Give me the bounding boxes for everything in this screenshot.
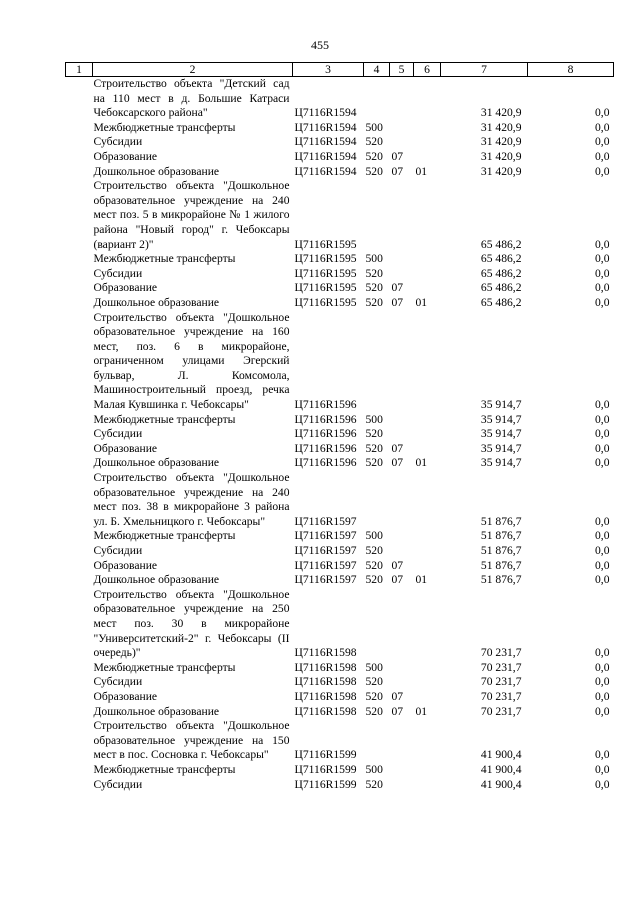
row-amount: 35 914,7	[480, 398, 522, 412]
row-name: Межбюджетные трансферты	[93, 120, 236, 134]
row-amount: 51 876,7	[480, 514, 522, 528]
row-col-8: 0,0	[595, 295, 610, 309]
row-code: Ц7116R1599	[294, 777, 357, 791]
row-amount: 31 420,9	[480, 106, 522, 120]
row-col-5: 07	[391, 456, 404, 470]
row-col-5	[390, 471, 414, 529]
row-col-1	[66, 719, 93, 763]
table-row	[66, 690, 614, 705]
row-col-4: 520	[365, 558, 383, 572]
row-amount: 41 900,4	[480, 762, 522, 776]
table-row	[66, 150, 614, 165]
table-row	[66, 135, 614, 150]
row-name: Дошкольное образование	[93, 164, 220, 178]
row-name: Субсидии	[93, 266, 143, 280]
row-col-1	[66, 267, 93, 282]
row-col-1	[66, 529, 93, 544]
row-amount: 35 914,7	[480, 427, 522, 441]
row-col-8: 0,0	[595, 646, 610, 660]
row-col-8: 0,0	[595, 120, 610, 134]
row-col-4: 500	[365, 529, 383, 543]
row-col-1	[66, 661, 93, 676]
table-row	[66, 165, 614, 180]
row-col-8: 0,0	[595, 777, 610, 791]
row-col-6	[414, 675, 441, 690]
row-col-6	[414, 544, 441, 559]
row-col-5: 07	[391, 441, 404, 455]
row-name: Образование	[93, 149, 158, 163]
row-col-4	[364, 471, 390, 529]
row-col-1	[66, 763, 93, 778]
row-amount: 70 231,7	[480, 675, 522, 689]
row-col-4: 520	[365, 689, 383, 703]
row-col-5	[390, 267, 414, 282]
table-body	[66, 77, 614, 793]
row-col-5	[390, 121, 414, 136]
row-col-4	[364, 588, 390, 661]
row-col-4	[364, 311, 390, 413]
row-amount: 70 231,7	[480, 689, 522, 703]
row-code: Ц7116R1597	[294, 529, 357, 543]
row-col-4: 520	[365, 675, 383, 689]
row-col-6	[414, 150, 441, 165]
table-row	[66, 719, 614, 763]
row-col-5: 07	[391, 149, 404, 163]
row-col-8: 0,0	[595, 398, 610, 412]
row-col-1	[66, 442, 93, 457]
row-amount: 35 914,7	[480, 456, 522, 470]
row-name: Строительство объекта "Дошкольное образовательное учреждение на 240 мест поз. 5 в микрорайоне № 1 жилого района "Новый город" г. Чебоксары (вариант 2)"	[93, 179, 290, 251]
table-row	[66, 471, 614, 529]
header-col-1: 1	[66, 63, 93, 77]
row-col-1	[66, 281, 93, 296]
row-col-6	[414, 661, 441, 676]
row-name: Строительство объекта "Детский сад на 110 мест в д. Большие Катраси Чебоксарского района"	[93, 77, 290, 120]
row-col-4: 500	[365, 412, 383, 426]
row-col-1	[66, 296, 93, 311]
table-row	[66, 778, 614, 793]
row-col-5	[390, 427, 414, 442]
row-col-1	[66, 150, 93, 165]
row-amount: 51 876,7	[480, 544, 522, 557]
row-name: Образование	[93, 441, 158, 455]
row-amount: 35 914,7	[480, 412, 522, 426]
row-amount: 51 876,7	[480, 558, 522, 572]
row-code: Ц7116R1595	[294, 281, 357, 295]
row-col-6	[414, 719, 441, 763]
table-row	[66, 77, 614, 121]
header-col-8: 8	[528, 63, 614, 77]
row-col-5: 07	[391, 704, 404, 718]
row-col-6	[414, 413, 441, 428]
row-col-1	[66, 705, 93, 720]
row-col-4: 520	[365, 135, 383, 149]
row-col-4: 500	[365, 762, 383, 776]
row-col-1	[66, 588, 93, 661]
row-name: Межбюджетные трансферты	[93, 252, 236, 266]
table-row	[66, 675, 614, 690]
row-col-4: 520	[365, 704, 383, 718]
table-header	[66, 63, 614, 77]
table-row	[66, 267, 614, 282]
row-col-8: 0,0	[595, 427, 610, 441]
row-name: Дошкольное образование	[93, 295, 220, 309]
row-name: Субсидии	[93, 777, 143, 791]
row-col-6	[414, 267, 441, 282]
row-name: Субсидии	[93, 544, 143, 557]
row-code: Ц7116R1598	[294, 646, 357, 660]
row-col-5: 07	[391, 164, 404, 178]
row-amount: 65 486,2	[480, 295, 522, 309]
row-col-5	[390, 311, 414, 413]
row-col-8: 0,0	[595, 266, 610, 280]
row-amount: 65 486,2	[480, 266, 522, 280]
row-amount: 70 231,7	[480, 660, 522, 674]
row-amount: 31 420,9	[480, 120, 522, 134]
row-col-6	[414, 763, 441, 778]
header-col-5: 5	[390, 63, 414, 77]
row-col-1	[66, 413, 93, 428]
row-col-4: 520	[365, 544, 383, 557]
row-col-4	[364, 77, 390, 121]
row-col-5	[390, 675, 414, 690]
row-code: Ц7116R1594	[294, 149, 357, 163]
table-row	[66, 121, 614, 136]
row-col-1	[66, 179, 93, 252]
row-code: Ц7116R1597	[294, 544, 357, 557]
row-col-8: 0,0	[595, 106, 610, 120]
row-name: Субсидии	[93, 427, 143, 441]
header-col-4: 4	[364, 63, 390, 77]
row-name: Образование	[93, 689, 158, 703]
row-col-5	[390, 77, 414, 121]
row-col-4: 520	[365, 573, 383, 587]
row-amount: 70 231,7	[480, 646, 522, 660]
row-col-6: 01	[415, 164, 428, 178]
row-amount: 41 900,4	[480, 777, 522, 791]
table-row	[66, 661, 614, 676]
row-col-8: 0,0	[595, 704, 610, 718]
row-col-6	[414, 179, 441, 252]
row-name: Образование	[93, 281, 158, 295]
row-col-1	[66, 311, 93, 413]
row-col-8: 0,0	[595, 412, 610, 426]
row-col-6	[414, 427, 441, 442]
row-col-5	[390, 719, 414, 763]
table-row	[66, 252, 614, 267]
row-col-1	[66, 456, 93, 471]
row-col-5	[390, 529, 414, 544]
row-col-8: 0,0	[595, 441, 610, 455]
row-col-1	[66, 559, 93, 574]
row-code: Ц7116R1594	[294, 106, 357, 120]
row-name: Строительство объекта "Дошкольное образовательное учреждение на 240 мест поз. 38 в микрорайоне 3 района ул. Б. Хмельницкого г. Чебоксары"	[93, 471, 290, 528]
row-col-4: 520	[365, 266, 383, 280]
row-name: Образование	[93, 558, 158, 572]
row-code: Ц7116R1595	[294, 295, 357, 309]
row-amount: 65 486,2	[480, 237, 522, 251]
row-code: Ц7116R1595	[294, 237, 357, 251]
row-code: Ц7116R1598	[294, 689, 357, 703]
row-col-8: 0,0	[595, 149, 610, 163]
row-col-5: 07	[391, 573, 404, 587]
row-col-6	[414, 252, 441, 267]
table-row	[66, 529, 614, 544]
row-name: Субсидии	[93, 675, 143, 689]
row-amount: 41 900,4	[480, 748, 522, 762]
row-col-1	[66, 165, 93, 180]
row-col-6	[414, 529, 441, 544]
row-amount: 31 420,9	[480, 149, 522, 163]
row-col-1	[66, 690, 93, 705]
row-col-1	[66, 675, 93, 690]
row-col-8: 0,0	[595, 164, 610, 178]
table-row	[66, 559, 614, 574]
row-name: Межбюджетные трансферты	[93, 660, 236, 674]
row-col-4	[364, 719, 390, 763]
row-name: Межбюджетные трансферты	[93, 412, 236, 426]
row-col-8: 0,0	[595, 675, 610, 689]
row-col-5	[390, 778, 414, 793]
table-row	[66, 588, 614, 661]
row-col-6: 01	[415, 704, 428, 718]
table-row	[66, 296, 614, 311]
header-col-3: 3	[293, 63, 364, 77]
header-row	[66, 63, 614, 77]
row-code: Ц7116R1596	[294, 412, 357, 426]
row-col-5	[390, 135, 414, 150]
row-code: Ц7116R1598	[294, 704, 357, 718]
header-col-7: 7	[441, 63, 528, 77]
row-col-4: 520	[365, 777, 383, 791]
row-col-5	[390, 588, 414, 661]
row-col-8: 0,0	[595, 544, 610, 557]
row-col-4: 520	[365, 281, 383, 295]
row-code: Ц7116R1595	[294, 252, 357, 266]
row-amount: 65 486,2	[480, 281, 522, 295]
row-name: Субсидии	[93, 135, 143, 149]
row-name: Дошкольное образование	[93, 573, 220, 587]
row-col-6	[414, 77, 441, 121]
row-code: Ц7116R1596	[294, 456, 357, 470]
row-code: Ц7116R1597	[294, 573, 357, 587]
row-col-6: 01	[415, 573, 428, 587]
row-amount: 31 420,9	[480, 135, 522, 149]
table-row	[66, 456, 614, 471]
row-col-5	[390, 179, 414, 252]
row-col-8: 0,0	[595, 558, 610, 572]
row-col-8: 0,0	[595, 281, 610, 295]
row-col-8: 0,0	[595, 135, 610, 149]
row-col-6	[414, 121, 441, 136]
row-code: Ц7116R1596	[294, 427, 357, 441]
row-amount: 70 231,7	[480, 704, 522, 718]
budget-table	[65, 62, 614, 792]
row-col-4	[364, 179, 390, 252]
table-row	[66, 763, 614, 778]
row-col-5: 07	[391, 558, 404, 572]
row-col-4: 500	[365, 252, 383, 266]
row-col-5	[390, 544, 414, 559]
row-col-8: 0,0	[595, 237, 610, 251]
table-row	[66, 427, 614, 442]
row-col-5	[390, 252, 414, 267]
row-col-4: 500	[365, 120, 383, 134]
row-amount: 35 914,7	[480, 441, 522, 455]
row-col-4: 520	[365, 149, 383, 163]
table-row	[66, 413, 614, 428]
row-name: Строительство объекта "Дошкольное образовательное учреждение на 150 мест в пос. Сосновка г. Чебоксары"	[93, 719, 290, 762]
row-name: Межбюджетные трансферты	[93, 762, 236, 776]
row-code: Ц7116R1594	[294, 135, 357, 149]
row-code: Ц7116R1594	[294, 120, 357, 134]
row-col-1	[66, 544, 93, 559]
row-code: Ц7116R1597	[294, 514, 357, 528]
table-row	[66, 442, 614, 457]
row-amount: 51 876,7	[480, 573, 522, 587]
row-code: Ц7116R1596	[294, 398, 357, 412]
row-col-1	[66, 573, 93, 588]
row-col-6	[414, 311, 441, 413]
row-col-4: 520	[365, 441, 383, 455]
row-col-1	[66, 252, 93, 267]
row-col-5	[390, 661, 414, 676]
row-col-8: 0,0	[595, 762, 610, 776]
row-col-8: 0,0	[595, 514, 610, 528]
row-col-4: 520	[365, 164, 383, 178]
header-col-2: 2	[93, 63, 293, 77]
table-row	[66, 573, 614, 588]
row-name: Дошкольное образование	[93, 704, 220, 718]
row-col-6	[414, 559, 441, 574]
row-col-6	[414, 471, 441, 529]
row-col-8: 0,0	[595, 456, 610, 470]
row-col-6: 01	[415, 456, 428, 470]
row-name: Строительство объекта "Дошкольное образовательное учреждение на 250 мест поз. 30 в микрорайоне "Университетский-2" г. Чебоксары (II очередь)"	[93, 587, 290, 660]
header-col-6: 6	[414, 63, 441, 77]
row-col-4: 520	[365, 427, 383, 441]
row-amount: 65 486,2	[480, 252, 522, 266]
row-col-5: 07	[391, 295, 404, 309]
row-name: Строительство объекта "Дошкольное образовательное учреждение на 160 мест, поз. 6 в микрорайоне, ограниченном улицами Эгерский бульвар, Л. Комсомола, Машиностроительный проезд, речка Малая Кувшинка г. Чебоксары"	[93, 310, 290, 412]
row-code: Ц7116R1599	[294, 762, 357, 776]
row-col-1	[66, 121, 93, 136]
row-col-5	[390, 413, 414, 428]
row-code: Ц7116R1594	[294, 164, 357, 178]
row-col-8: 0,0	[595, 689, 610, 703]
row-col-8: 0,0	[595, 252, 610, 266]
row-col-4: 520	[365, 456, 383, 470]
table-row	[66, 705, 614, 720]
row-col-8: 0,0	[595, 748, 610, 762]
row-name: Межбюджетные трансферты	[93, 529, 236, 543]
row-amount: 31 420,9	[480, 164, 522, 178]
row-code: Ц7116R1598	[294, 675, 357, 689]
row-col-6	[414, 281, 441, 296]
row-col-6	[414, 588, 441, 661]
row-name: Дошкольное образование	[93, 456, 220, 470]
row-code: Ц7116R1596	[294, 441, 357, 455]
row-amount: 51 876,7	[480, 529, 522, 543]
row-code: Ц7116R1597	[294, 558, 357, 572]
row-col-6	[414, 135, 441, 150]
row-col-1	[66, 471, 93, 529]
row-col-6	[414, 442, 441, 457]
table-row	[66, 311, 614, 413]
row-col-4: 520	[365, 295, 383, 309]
row-col-6	[414, 690, 441, 705]
row-code: Ц7116R1599	[294, 748, 357, 762]
row-col-6	[414, 778, 441, 793]
row-col-8: 0,0	[595, 529, 610, 543]
row-col-6: 01	[415, 295, 428, 309]
row-col-5: 07	[391, 281, 404, 295]
row-col-5: 07	[391, 689, 404, 703]
row-col-5	[390, 763, 414, 778]
row-col-1	[66, 427, 93, 442]
row-code: Ц7116R1598	[294, 660, 357, 674]
row-code: Ц7116R1595	[294, 266, 357, 280]
table-row	[66, 281, 614, 296]
table-row	[66, 179, 614, 252]
page-number: 455	[311, 38, 329, 52]
row-col-1	[66, 77, 93, 121]
table-row	[66, 544, 614, 559]
row-col-1	[66, 135, 93, 150]
row-col-1	[66, 778, 93, 793]
row-col-8: 0,0	[595, 660, 610, 674]
row-col-8: 0,0	[595, 573, 610, 587]
row-col-4: 500	[365, 660, 383, 674]
